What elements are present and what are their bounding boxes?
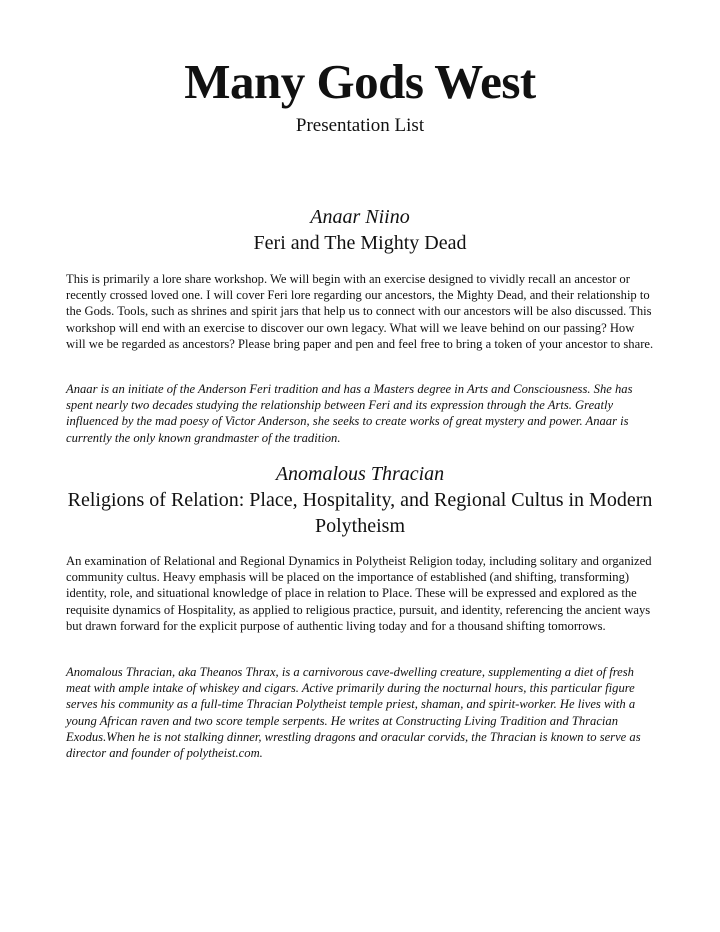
presentation-description: An examination of Relational and Regional Dynamics in Polytheist Religion today, including solitary and organized community cultus. Heavy emphasis will be placed on the importance of established (and shifting, transforming) identity, role, and situational knowledge of place in relation to Place. These will be expressed and explored as the requisite dynamics of Hospitality, as applied to religious practice, pursuit, and identity, referencing the ancient ways but drawn forward for the explicit purpose of authentic living today and for a thousand shifting tomorrows. (66, 554, 652, 633)
page-title: Many Gods West (184, 54, 536, 109)
presenter-name: Anaar Niino (310, 206, 410, 228)
presentation-description: This is primarily a lore share workshop. We will begin with an exercise designed to vividly recall an ancestor or recently crossed loved one. I will cover Feri lore regarding our ancestors, the Mighty Dead, and their relationship to the Gods. Tools, such as shrines and spirit jars that help us to connect with our ancestors will be also discussed. This workshop will end with an exercise to discover our own legacy. What will we leave behind on our passing? How will we be regarded as ancestors? Please bring paper and pen and feel free to bring a token of your ancestor to share. (66, 272, 654, 351)
page-subtitle: Presentation List (295, 115, 425, 136)
presentation-title: Feri and The Mighty Dead (253, 232, 467, 254)
presenter-bio: Anaar is an initiate of the Anderson Feri tradition and has a Masters degree in Arts and Consciousness. She has spent nearly two decades studying the relationship between Feri and its expression through the Arts. Greatly influenced by the mad poesy of Victor Anderson, she seeks to create works of great mystery and power. Anaar is currently the only known grandmaster of the tradition. (66, 382, 633, 445)
presentation-title: Religions of Relation: Place, Hospitality, and Regional Cultus in Modern Polytheism (67, 489, 653, 537)
presenter-bio: Anomalous Thracian, aka Theanos Thrax, is a carnivorous cave-dwelling creature, supplementing a diet of fresh meat with ample intake of whiskey and cigars. Active primarily during the nocturnal hours, this particular figure serves his community as a full-time Thracian Polytheist temple priest, shaman, and spirit-worker. He lives with a young African raven and two score temple serpents. He writes at Constructing Living Tradition and Thracian Exodus.When he is not stalking dinner, wrestling dragons and oracular corvids, the Thracian is known to serve as director and founder of polytheist.com. (66, 665, 641, 761)
presenter-name: Anomalous Thracian (275, 463, 445, 485)
